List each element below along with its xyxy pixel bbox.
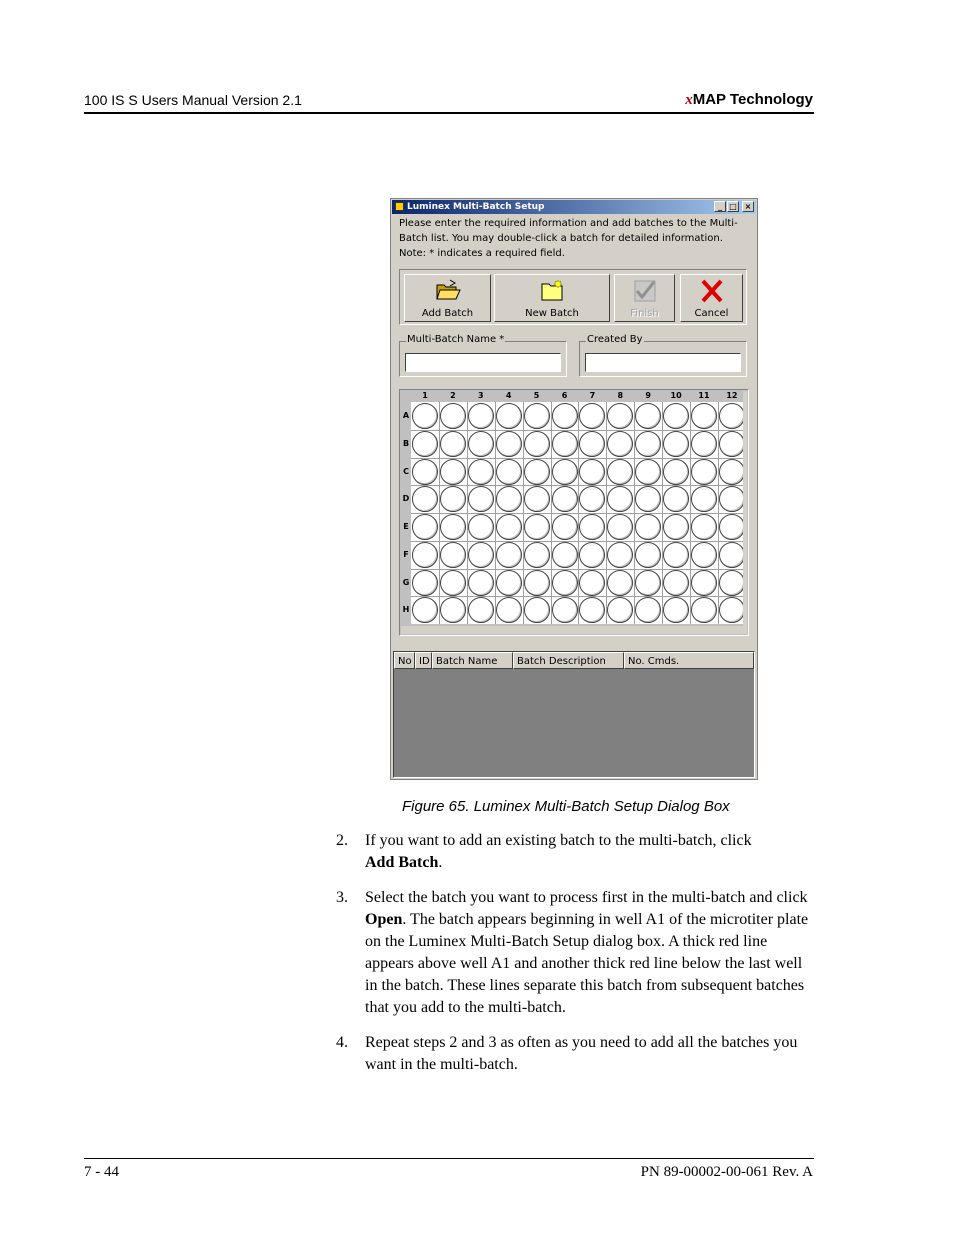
plate-well[interactable] bbox=[412, 486, 438, 512]
plate-well[interactable] bbox=[635, 431, 661, 457]
plate-well[interactable] bbox=[412, 542, 438, 568]
plate-well[interactable] bbox=[607, 542, 633, 568]
plate-column-header[interactable]: 9 bbox=[645, 391, 651, 400]
plate-well[interactable] bbox=[691, 542, 717, 568]
grid-line bbox=[411, 513, 746, 514]
multi-batch-name-label: Multi-Batch Name * bbox=[407, 334, 505, 345]
add-batch-button[interactable] bbox=[404, 274, 491, 322]
plate-well[interactable] bbox=[719, 486, 745, 512]
plate-well[interactable] bbox=[468, 570, 494, 596]
plate-column-header[interactable]: 7 bbox=[589, 391, 596, 400]
plate-well[interactable] bbox=[691, 459, 717, 485]
plate-well[interactable] bbox=[635, 597, 661, 623]
plate-well[interactable] bbox=[579, 459, 605, 485]
plate-well[interactable] bbox=[719, 570, 745, 596]
plate-well[interactable] bbox=[468, 431, 494, 457]
created-by-group bbox=[579, 334, 747, 377]
plate-well[interactable] bbox=[412, 514, 438, 540]
plate-well[interactable] bbox=[691, 486, 717, 512]
plate-well[interactable] bbox=[719, 597, 745, 623]
plate-row-header[interactable]: F bbox=[403, 549, 409, 559]
plate-well[interactable] bbox=[579, 403, 605, 429]
plate-well[interactable] bbox=[440, 570, 466, 596]
plate-well[interactable] bbox=[552, 514, 578, 540]
created-by-input[interactable] bbox=[585, 353, 741, 372]
plate-well[interactable] bbox=[635, 514, 661, 540]
open-folder-icon bbox=[434, 279, 462, 301]
plate-well[interactable] bbox=[663, 486, 689, 512]
plate-well[interactable] bbox=[719, 403, 745, 429]
plate-well[interactable] bbox=[440, 403, 466, 429]
plate-row-header[interactable]: D bbox=[402, 494, 410, 504]
plate-well[interactable] bbox=[496, 597, 522, 623]
step-3-rest: . The batch appears beginning in well A1 of the microtiter plate on the Luminex Multi-Batch Setup dialog box. A thick red line appears above well A1 and another thick red line below the last well in the batch. These lines separate this batch from subsequent batches that you add to the multi-batch. bbox=[365, 911, 809, 1016]
batch-list[interactable] bbox=[393, 651, 755, 778]
plate-row-header[interactable]: C bbox=[403, 466, 409, 476]
plate-well[interactable] bbox=[635, 459, 661, 485]
plate-well[interactable] bbox=[524, 431, 550, 457]
step-3-number: 3. bbox=[336, 889, 348, 906]
plate-well[interactable] bbox=[552, 542, 578, 568]
checkmark-icon bbox=[631, 279, 659, 303]
microtiter-plate bbox=[399, 389, 749, 636]
created-by-label: Created By bbox=[587, 334, 643, 345]
plate-well[interactable] bbox=[663, 542, 689, 568]
finish-button[interactable] bbox=[614, 274, 675, 322]
plate-well[interactable] bbox=[607, 570, 633, 596]
plate-well[interactable] bbox=[719, 542, 745, 568]
plate-row-header[interactable]: G bbox=[402, 577, 410, 587]
cancel-button[interactable] bbox=[680, 274, 743, 322]
plate-column-header[interactable]: 2 bbox=[450, 391, 456, 400]
plate-well[interactable] bbox=[579, 486, 605, 512]
plate-well[interactable] bbox=[524, 486, 550, 512]
brand-rest: MAP Technology bbox=[692, 91, 813, 108]
plate-well[interactable] bbox=[607, 431, 633, 457]
plate-well[interactable] bbox=[552, 431, 578, 457]
step-3-bold: Open bbox=[365, 911, 403, 928]
plate-well[interactable] bbox=[412, 431, 438, 457]
plate-column-header[interactable]: 6 bbox=[561, 391, 568, 400]
multi-batch-name-group bbox=[399, 334, 567, 377]
batch-list-header bbox=[394, 652, 754, 669]
grid-line bbox=[411, 541, 746, 542]
plate-well[interactable] bbox=[552, 403, 578, 429]
plate-well[interactable] bbox=[579, 597, 605, 623]
grid-line bbox=[411, 458, 746, 459]
plate-well[interactable] bbox=[496, 542, 522, 568]
plate-well[interactable] bbox=[468, 514, 494, 540]
plate-column-header[interactable]: 3 bbox=[478, 391, 484, 400]
plate-row-header[interactable]: A bbox=[402, 411, 410, 420]
plate-vertical-scrollbar[interactable] bbox=[743, 391, 747, 634]
plate-well[interactable] bbox=[579, 542, 605, 568]
plate-well[interactable] bbox=[607, 459, 633, 485]
plate-well[interactable] bbox=[663, 431, 689, 457]
multi-batch-setup-dialog bbox=[390, 198, 758, 780]
plate-well[interactable] bbox=[440, 597, 466, 623]
plate-well[interactable] bbox=[468, 597, 494, 623]
step-4 bbox=[336, 1032, 816, 1076]
plate-well[interactable] bbox=[635, 570, 661, 596]
running-header-left: 100 IS S Users Manual Version 2.1 bbox=[84, 92, 302, 108]
plate-well[interactable] bbox=[719, 514, 745, 540]
header-rule bbox=[84, 112, 814, 114]
step-4-number: 4. bbox=[336, 1034, 348, 1051]
plate-grid bbox=[411, 402, 746, 624]
plate-well[interactable] bbox=[412, 597, 438, 623]
new-folder-icon bbox=[538, 279, 566, 301]
step-2-text: If you want to add an existing batch to the multi-batch, click bbox=[365, 832, 752, 849]
brand-x: x bbox=[685, 92, 693, 108]
plate-well[interactable] bbox=[607, 403, 633, 429]
plate-well[interactable] bbox=[579, 514, 605, 540]
cancel-label: Cancel bbox=[694, 308, 729, 319]
minimize-icon[interactable]: _ bbox=[714, 201, 726, 212]
plate-well[interactable] bbox=[663, 597, 689, 623]
plate-well[interactable] bbox=[496, 459, 522, 485]
step-2-bold: Add Batch bbox=[365, 854, 439, 871]
plate-well[interactable] bbox=[579, 570, 605, 596]
plate-column-header[interactable]: 5 bbox=[533, 391, 540, 400]
page-number: 7 - 44 bbox=[84, 1164, 119, 1180]
column-header-no[interactable]: No bbox=[394, 652, 415, 669]
plate-well[interactable] bbox=[412, 403, 438, 429]
footer-rule bbox=[84, 1158, 814, 1159]
plate-well[interactable] bbox=[552, 570, 578, 596]
plate-well[interactable] bbox=[440, 486, 466, 512]
plate-well[interactable] bbox=[496, 403, 522, 429]
plate-well[interactable] bbox=[412, 459, 438, 485]
dialog-titlebar bbox=[392, 200, 756, 214]
grid-line bbox=[411, 485, 746, 486]
plate-column-header[interactable]: 4 bbox=[505, 391, 512, 400]
plate-row-header[interactable]: H bbox=[402, 605, 410, 615]
dialog-instructions: Please enter the required information and add batches to the Multi-Batch list. You may double-click a batch for detailed information. Note: * indicates a required field. bbox=[399, 218, 738, 259]
multi-batch-name-input[interactable] bbox=[405, 353, 561, 372]
step-2-number: 2. bbox=[336, 832, 348, 849]
plate-well[interactable] bbox=[552, 597, 578, 623]
app-icon bbox=[395, 202, 404, 211]
plate-well[interactable] bbox=[496, 486, 522, 512]
dialog-title: Luminex Multi-Batch Setup bbox=[407, 202, 545, 212]
plate-well[interactable] bbox=[468, 486, 494, 512]
plate-well[interactable] bbox=[496, 570, 522, 596]
plate-well[interactable] bbox=[524, 403, 550, 429]
column-header-batch-name[interactable]: Batch Name bbox=[432, 652, 513, 669]
plate-row-header[interactable]: B bbox=[402, 438, 410, 448]
plate-well[interactable] bbox=[524, 570, 550, 596]
plate-well[interactable] bbox=[663, 514, 689, 540]
toolbar bbox=[399, 269, 747, 325]
plate-well[interactable] bbox=[468, 403, 494, 429]
plate-well[interactable] bbox=[524, 597, 550, 623]
plate-well[interactable] bbox=[607, 514, 633, 540]
plate-well[interactable] bbox=[691, 514, 717, 540]
plate-horizontal-scrollbar[interactable] bbox=[401, 626, 747, 634]
plate-well[interactable] bbox=[691, 403, 717, 429]
plate-column-header[interactable]: 8 bbox=[617, 391, 624, 400]
plate-well[interactable] bbox=[635, 403, 661, 429]
plate-well[interactable] bbox=[412, 570, 438, 596]
plate-well[interactable] bbox=[691, 431, 717, 457]
plate-well[interactable] bbox=[719, 431, 745, 457]
plate-well[interactable] bbox=[663, 403, 689, 429]
plate-column-header[interactable]: 11 bbox=[698, 391, 710, 400]
red-x-icon bbox=[699, 279, 725, 303]
plate-well[interactable] bbox=[468, 542, 494, 568]
plate-well[interactable] bbox=[579, 431, 605, 457]
maximize-icon[interactable]: □ bbox=[727, 201, 739, 212]
figure-caption: Figure 65. Luminex Multi-Batch Setup Dialog Box bbox=[402, 798, 730, 815]
plate-column-header[interactable]: 1 bbox=[422, 391, 428, 400]
plate-well[interactable] bbox=[635, 486, 661, 512]
plate-well[interactable] bbox=[440, 431, 466, 457]
plate-well[interactable] bbox=[440, 542, 466, 568]
running-header-right bbox=[685, 91, 813, 109]
plate-well[interactable] bbox=[524, 514, 550, 540]
step-3 bbox=[336, 887, 816, 1019]
plate-well[interactable] bbox=[607, 486, 633, 512]
plate-well[interactable] bbox=[496, 431, 522, 457]
plate-well[interactable] bbox=[691, 597, 717, 623]
step-2 bbox=[336, 830, 816, 874]
part-number: PN 89-00002-00-061 Rev. A bbox=[640, 1164, 813, 1180]
step-3-text: Select the batch you want to process first in the multi-batch and click bbox=[365, 889, 808, 906]
add-batch-label: Add Batch bbox=[421, 308, 474, 319]
step-2-end: . bbox=[438, 854, 443, 871]
column-header-no-cmds[interactable]: No. Cmds. bbox=[624, 652, 754, 669]
finish-label: Finish bbox=[630, 308, 659, 319]
step-4-text: Repeat steps 2 and 3 as often as you need to add all the batches you want in the multi-batch. bbox=[365, 1034, 798, 1073]
plate-row-header[interactable]: E bbox=[403, 522, 409, 531]
plate-column-header[interactable]: 12 bbox=[726, 391, 738, 400]
close-icon[interactable]: × bbox=[742, 201, 754, 212]
plate-well[interactable] bbox=[524, 459, 550, 485]
plate-well[interactable] bbox=[552, 486, 578, 512]
plate-well[interactable] bbox=[607, 597, 633, 623]
plate-well[interactable] bbox=[635, 542, 661, 568]
plate-column-header[interactable]: 10 bbox=[670, 391, 682, 400]
column-header-id[interactable]: ID bbox=[415, 652, 432, 669]
grid-line bbox=[411, 430, 746, 431]
plate-well[interactable] bbox=[552, 459, 578, 485]
plate-well[interactable] bbox=[663, 570, 689, 596]
plate-well[interactable] bbox=[524, 542, 550, 568]
column-header-batch-description[interactable]: Batch Description bbox=[513, 652, 624, 669]
new-batch-label: New Batch bbox=[525, 308, 579, 319]
plate-well[interactable] bbox=[468, 459, 494, 485]
grid-line bbox=[411, 596, 746, 597]
plate-well[interactable] bbox=[440, 459, 466, 485]
grid-line bbox=[411, 569, 746, 570]
plate-well[interactable] bbox=[719, 459, 745, 485]
plate-well[interactable] bbox=[440, 514, 466, 540]
plate-well[interactable] bbox=[663, 459, 689, 485]
new-batch-button[interactable] bbox=[494, 274, 610, 322]
plate-well[interactable] bbox=[496, 514, 522, 540]
plate-well[interactable] bbox=[691, 570, 717, 596]
